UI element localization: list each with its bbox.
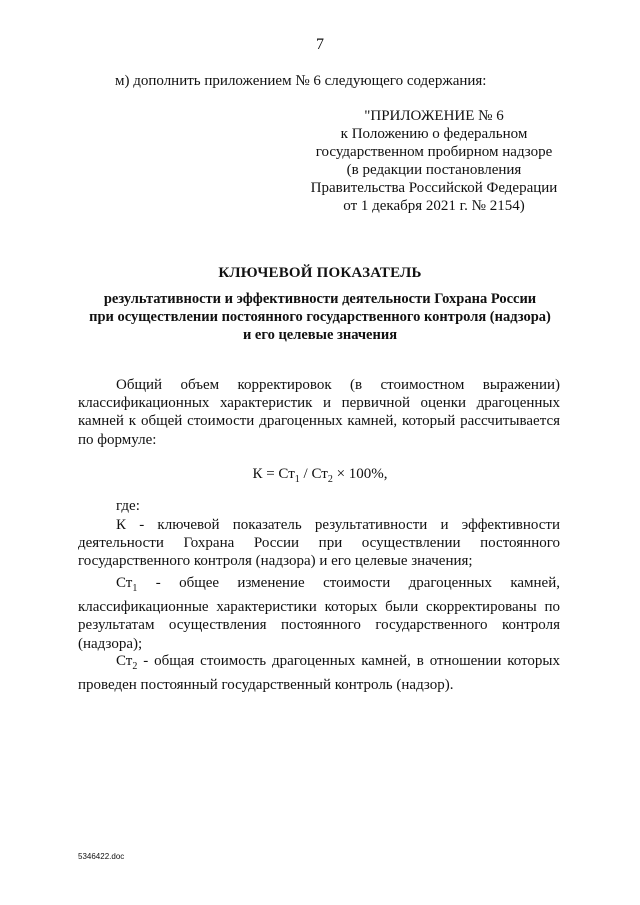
formula-lhs: К = Ст xyxy=(252,466,295,482)
appendix-header-line: от 1 декабря 2021 г. № 2154) xyxy=(343,198,525,214)
appendix-header-line: "ПРИЛОЖЕНИЕ № 6 xyxy=(364,108,504,124)
formula xyxy=(0,466,640,485)
document-title: КЛЮЧЕВОЙ ПОКАЗАТЕЛЬ xyxy=(218,265,422,281)
document-subtitle xyxy=(60,290,580,344)
st2-subscript: 2 xyxy=(132,661,138,672)
st1-text: - общее изменение стоимости драгоценных камней, классификационные характеристики которых были скорректированы по результатам осуществления постоянного государственного контроля (надзора); xyxy=(78,575,560,652)
intro-paragraph: Общий объем корректировок (в стоимостном выражении) классификационных характеристик и первичной оценки драгоценных камней к общей стоимости драгоценных камней, который рассчитывается по формуле: xyxy=(78,377,560,448)
st1-symbol: Ст xyxy=(116,575,133,591)
formula-rhs: × 100%, xyxy=(332,466,388,482)
appendix-header-line: государственном пробирном надзоре xyxy=(315,144,553,160)
appendix-header xyxy=(290,107,578,215)
appendix-header-line: к Положению о федеральном xyxy=(340,126,528,142)
where-label: где: xyxy=(116,498,140,514)
definition-st1 xyxy=(78,574,560,653)
st1-subscript: 1 xyxy=(132,583,138,594)
formula-mid: / Ст xyxy=(299,466,328,482)
definition-k: К - ключевой показатель результативности и эффективности деятельности Гохрана России при осуществлении постоянного государственного контроля (надзора) и его целевые значения; xyxy=(78,517,560,570)
subtitle-line: результативности и эффективности деятельности Гохрана России xyxy=(103,291,537,307)
st2-symbol: Ст xyxy=(116,653,133,669)
footer-file-code: 5346422.doc xyxy=(78,852,125,861)
formula-subscript: 1 xyxy=(294,474,300,485)
page-number: 7 xyxy=(316,36,324,53)
formula-subscript: 2 xyxy=(327,474,333,485)
appendix-header-line: (в редакции постановления xyxy=(346,162,522,178)
amendment-line: м) дополнить приложением № 6 следующего содержания: xyxy=(115,73,487,89)
subtitle-line: при осуществлении постоянного государственного контроля (надзора) xyxy=(89,309,551,325)
st2-text: - общая стоимость драгоценных камней, в отношении которых проведен постоянный государственный контроль (надзор). xyxy=(78,653,560,694)
subtitle-line: и его целевые значения xyxy=(242,327,398,343)
definition-st2 xyxy=(78,652,560,694)
appendix-header-line: Правительства Российской Федерации xyxy=(310,180,558,196)
